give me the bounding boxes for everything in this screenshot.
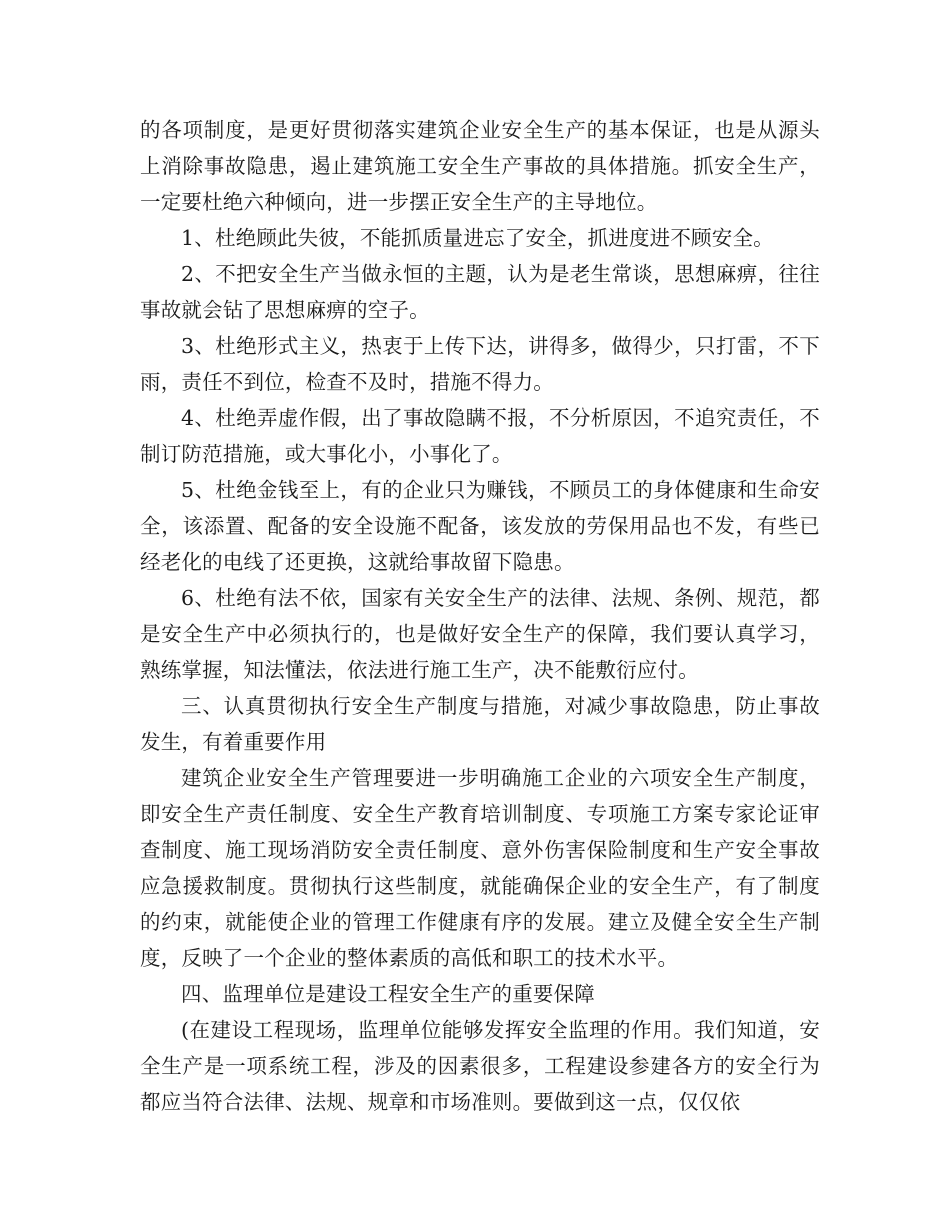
paragraph-item-4: 4、杜绝弄虚作假，出了事故隐瞒不报，不分析原因，不追究责任，不制订防范措施，或大事化小，小事化了。 — [140, 406, 820, 466]
paragraph-intro: 的各项制度，是更好贯彻落实建筑企业安全生产的基本保证，也是从源头上消除事故隐患，遏止建筑施工安全生产事故的具体措施。抓安全生产，一定要杜绝六种倾向，进一步摆正安全生产的主导地位。 — [140, 118, 820, 214]
paragraph-section-3-body: 建筑企业安全生产管理要进一步明确施工企业的六项安全生产制度，即安全生产责任制度、安全生产教育培训制度、专项施工方案专家论证审查制度、施工现场消防安全责任制度、意外伤害保险制度和生产安全事故应急援救制度。贯彻执行这些制度，就能确保企业的安全生产，有了制度的约束，就能使企业的管理工作健康有序的发展。建立及健全安全生产制度，反映了一个企业的整体素质的高低和职工的技术水平。 — [140, 766, 820, 970]
section-heading-4: 四、监理单位是建设工程安全生产的重要保障 — [181, 982, 595, 1006]
paragraph-section-4-body: (在建设工程现场，监理单位能够发挥安全监理的作用。我们知道，安全生产是一项系统工程，涉及的因素很多，工程建设参建各方的安全行为都应当符合法律、法规、规章和市场准则。要做到这一点，仅仅依 — [140, 1018, 820, 1114]
paragraph-item-2: 2、不把安全生产当做永恒的主题，认为是老生常谈，思想麻痹，往往事故就会钻了思想麻痹的空子。 — [140, 262, 820, 322]
paragraph-item-6: 6、杜绝有法不依，国家有关安全生产的法律、法规、条例、规范，都是安全生产中必须执行的，也是做好安全生产的保障，我们要认真学习，熟练掌握，知法懂法，依法进行施工生产，决不能敷衍应付。 — [140, 586, 820, 682]
section-heading-3: 三、认真贯彻执行安全生产制度与措施，对减少事故隐患，防止事故发生，有着重要作用 — [140, 694, 820, 754]
paragraph-item-5: 5、杜绝金钱至上，有的企业只为赚钱，不顾员工的身体健康和生命安全，该添置、配备的安全设施不配备，该发放的劳保用品也不发，有些已经老化的电线了还更换，这就给事故留下隐患。 — [140, 478, 820, 574]
paragraph-item-1: 1、杜绝顾此失彼，不能抓质量进忘了安全，抓进度进不顾安全。 — [181, 226, 774, 250]
paragraph-item-3: 3、杜绝形式主义，热衷于上传下达，讲得多，做得少，只打雷，不下雨，责任不到位，检查不及时，措施不得力。 — [140, 334, 820, 394]
document-body — [140, 112, 820, 1120]
